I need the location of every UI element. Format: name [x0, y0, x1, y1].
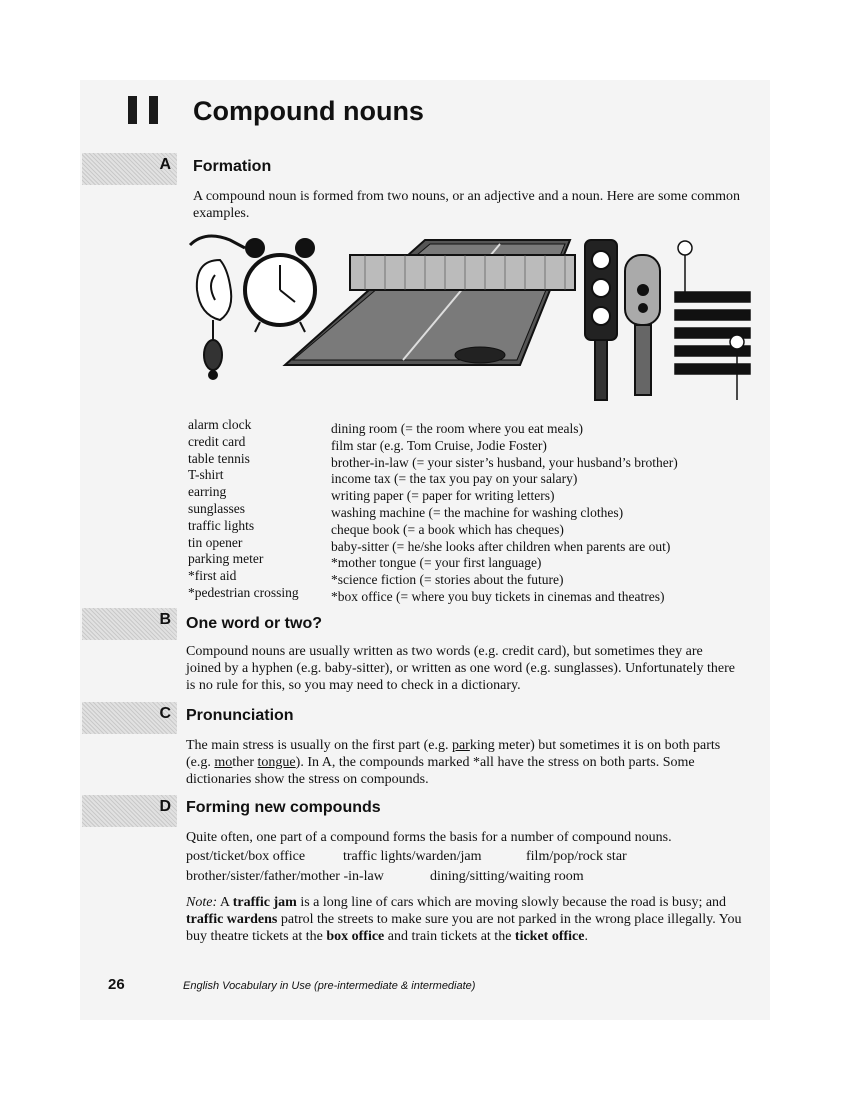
unit-number-bars	[128, 96, 170, 129]
section-b-letter: B	[159, 611, 171, 628]
example-compound: parking meter	[188, 551, 264, 567]
book-title: English Vocabulary in Use (pre-intermediate & intermediate)	[183, 980, 476, 992]
stress-underline: mo	[214, 755, 233, 770]
examples-right-list	[331, 421, 678, 606]
section-d-letter: D	[159, 798, 171, 815]
example-definition: cheque book (= a book which has cheques)	[331, 521, 564, 537]
parking-meter-icon	[625, 255, 660, 395]
example-definition: baby-sitter (= he/she looks after children when parents are out)	[331, 538, 671, 554]
section-b-body: Compound nouns are usually written as two words (e.g. credit card), but sometimes they are joined by a hyphen (e.g. baby-sitter), or written as one word (e.g. sunglasses). Unfortunately there is no rule for this, so you may need to check in a dictionary.	[186, 644, 735, 693]
compound-row-1-item: post/ticket/box office	[186, 849, 306, 864]
example-definition: *mother tongue (= your first language)	[331, 555, 542, 571]
example-definition: writing paper (= paper for writing letters)	[331, 488, 555, 504]
traffic-lights-icon	[585, 240, 617, 400]
compound-row-1-item: traffic lights/warden/jam	[343, 849, 482, 864]
section-c-body: The main stress is usually on the first part (e.g. parking meter) but sometimes it is on both parts (e.g. mother tongue). In A, the compounds marked *all have the stress on both parts. Some dictionaries show the stress on compounds.	[186, 738, 721, 787]
section-c-letter: C	[159, 705, 171, 722]
examples-left-list	[188, 417, 299, 602]
example-definition: *box office (= where you buy tickets in cinemas and theatres)	[331, 588, 665, 604]
stress-underline: tongue	[257, 755, 296, 770]
section-b-title: One word or two?	[186, 615, 322, 632]
example-definition: washing machine (= the machine for washing clothes)	[331, 504, 624, 520]
table-tennis-icon	[285, 240, 575, 365]
example-compound: tin opener	[188, 534, 243, 550]
example-compound: earring	[188, 484, 227, 500]
section-c-tab	[82, 702, 177, 734]
section-d-note: Note: A traffic jam is a long line of cars which are moving slowly because the road is busy; and traffic wardens patrol the streets to make sure you are not parked in the wrong place illegally. You buy theatre tickets at the box office and train tickets at the ticket office.	[186, 895, 742, 944]
example-definition: income tax (= the tax you pay on your salary)	[331, 471, 578, 487]
alarm-clock-icon	[245, 239, 315, 332]
unit-title: Compound nouns	[193, 96, 424, 126]
example-definition: brother-in-law (= your sister’s husband, your husband’s brother)	[331, 454, 678, 470]
section-d-intro: Quite often, one part of a compound forms the basis for a number of compound nouns.	[186, 830, 672, 845]
section-c-title: Pronunciation	[186, 707, 294, 724]
stress-underline: par	[451, 738, 470, 753]
example-definition: film star (e.g. Tom Cruise, Jodie Foster)	[331, 437, 547, 453]
pedestrian-crossing-icon	[675, 241, 750, 400]
example-compound: credit card	[188, 433, 246, 449]
example-compound: T-shirt	[188, 467, 224, 483]
section-a-tab	[82, 153, 177, 185]
section-a-intro: A compound noun is formed from two nouns, or an adjective and a noun. Here are some common examples.	[193, 189, 741, 221]
example-compound: *pedestrian crossing	[188, 584, 299, 600]
section-d-tab	[82, 795, 177, 827]
page-number: 26	[108, 976, 125, 993]
section-b-tab	[82, 608, 177, 640]
section-a-letter: A	[159, 156, 171, 173]
section-d-title: Forming new compounds	[186, 799, 381, 816]
example-compound: table tennis	[188, 450, 250, 466]
example-definition: dining room (= the room where you eat meals)	[331, 421, 584, 436]
compound-row-2-item: brother/sister/father/mother -in-law	[186, 869, 384, 884]
compound-row-1-item: film/pop/rock star	[526, 849, 627, 864]
example-compound: *first aid	[188, 568, 237, 584]
example-compound: sunglasses	[188, 500, 245, 516]
compound-row-2-item: dining/sitting/waiting room	[430, 869, 584, 884]
section-a-title: Formation	[193, 158, 272, 175]
ear-icon	[190, 236, 245, 379]
compound-nouns-illustration	[185, 230, 755, 405]
example-definition: *science fiction (= stories about the future)	[331, 572, 564, 588]
example-compound: alarm clock	[188, 417, 252, 432]
example-compound: traffic lights	[188, 517, 255, 533]
